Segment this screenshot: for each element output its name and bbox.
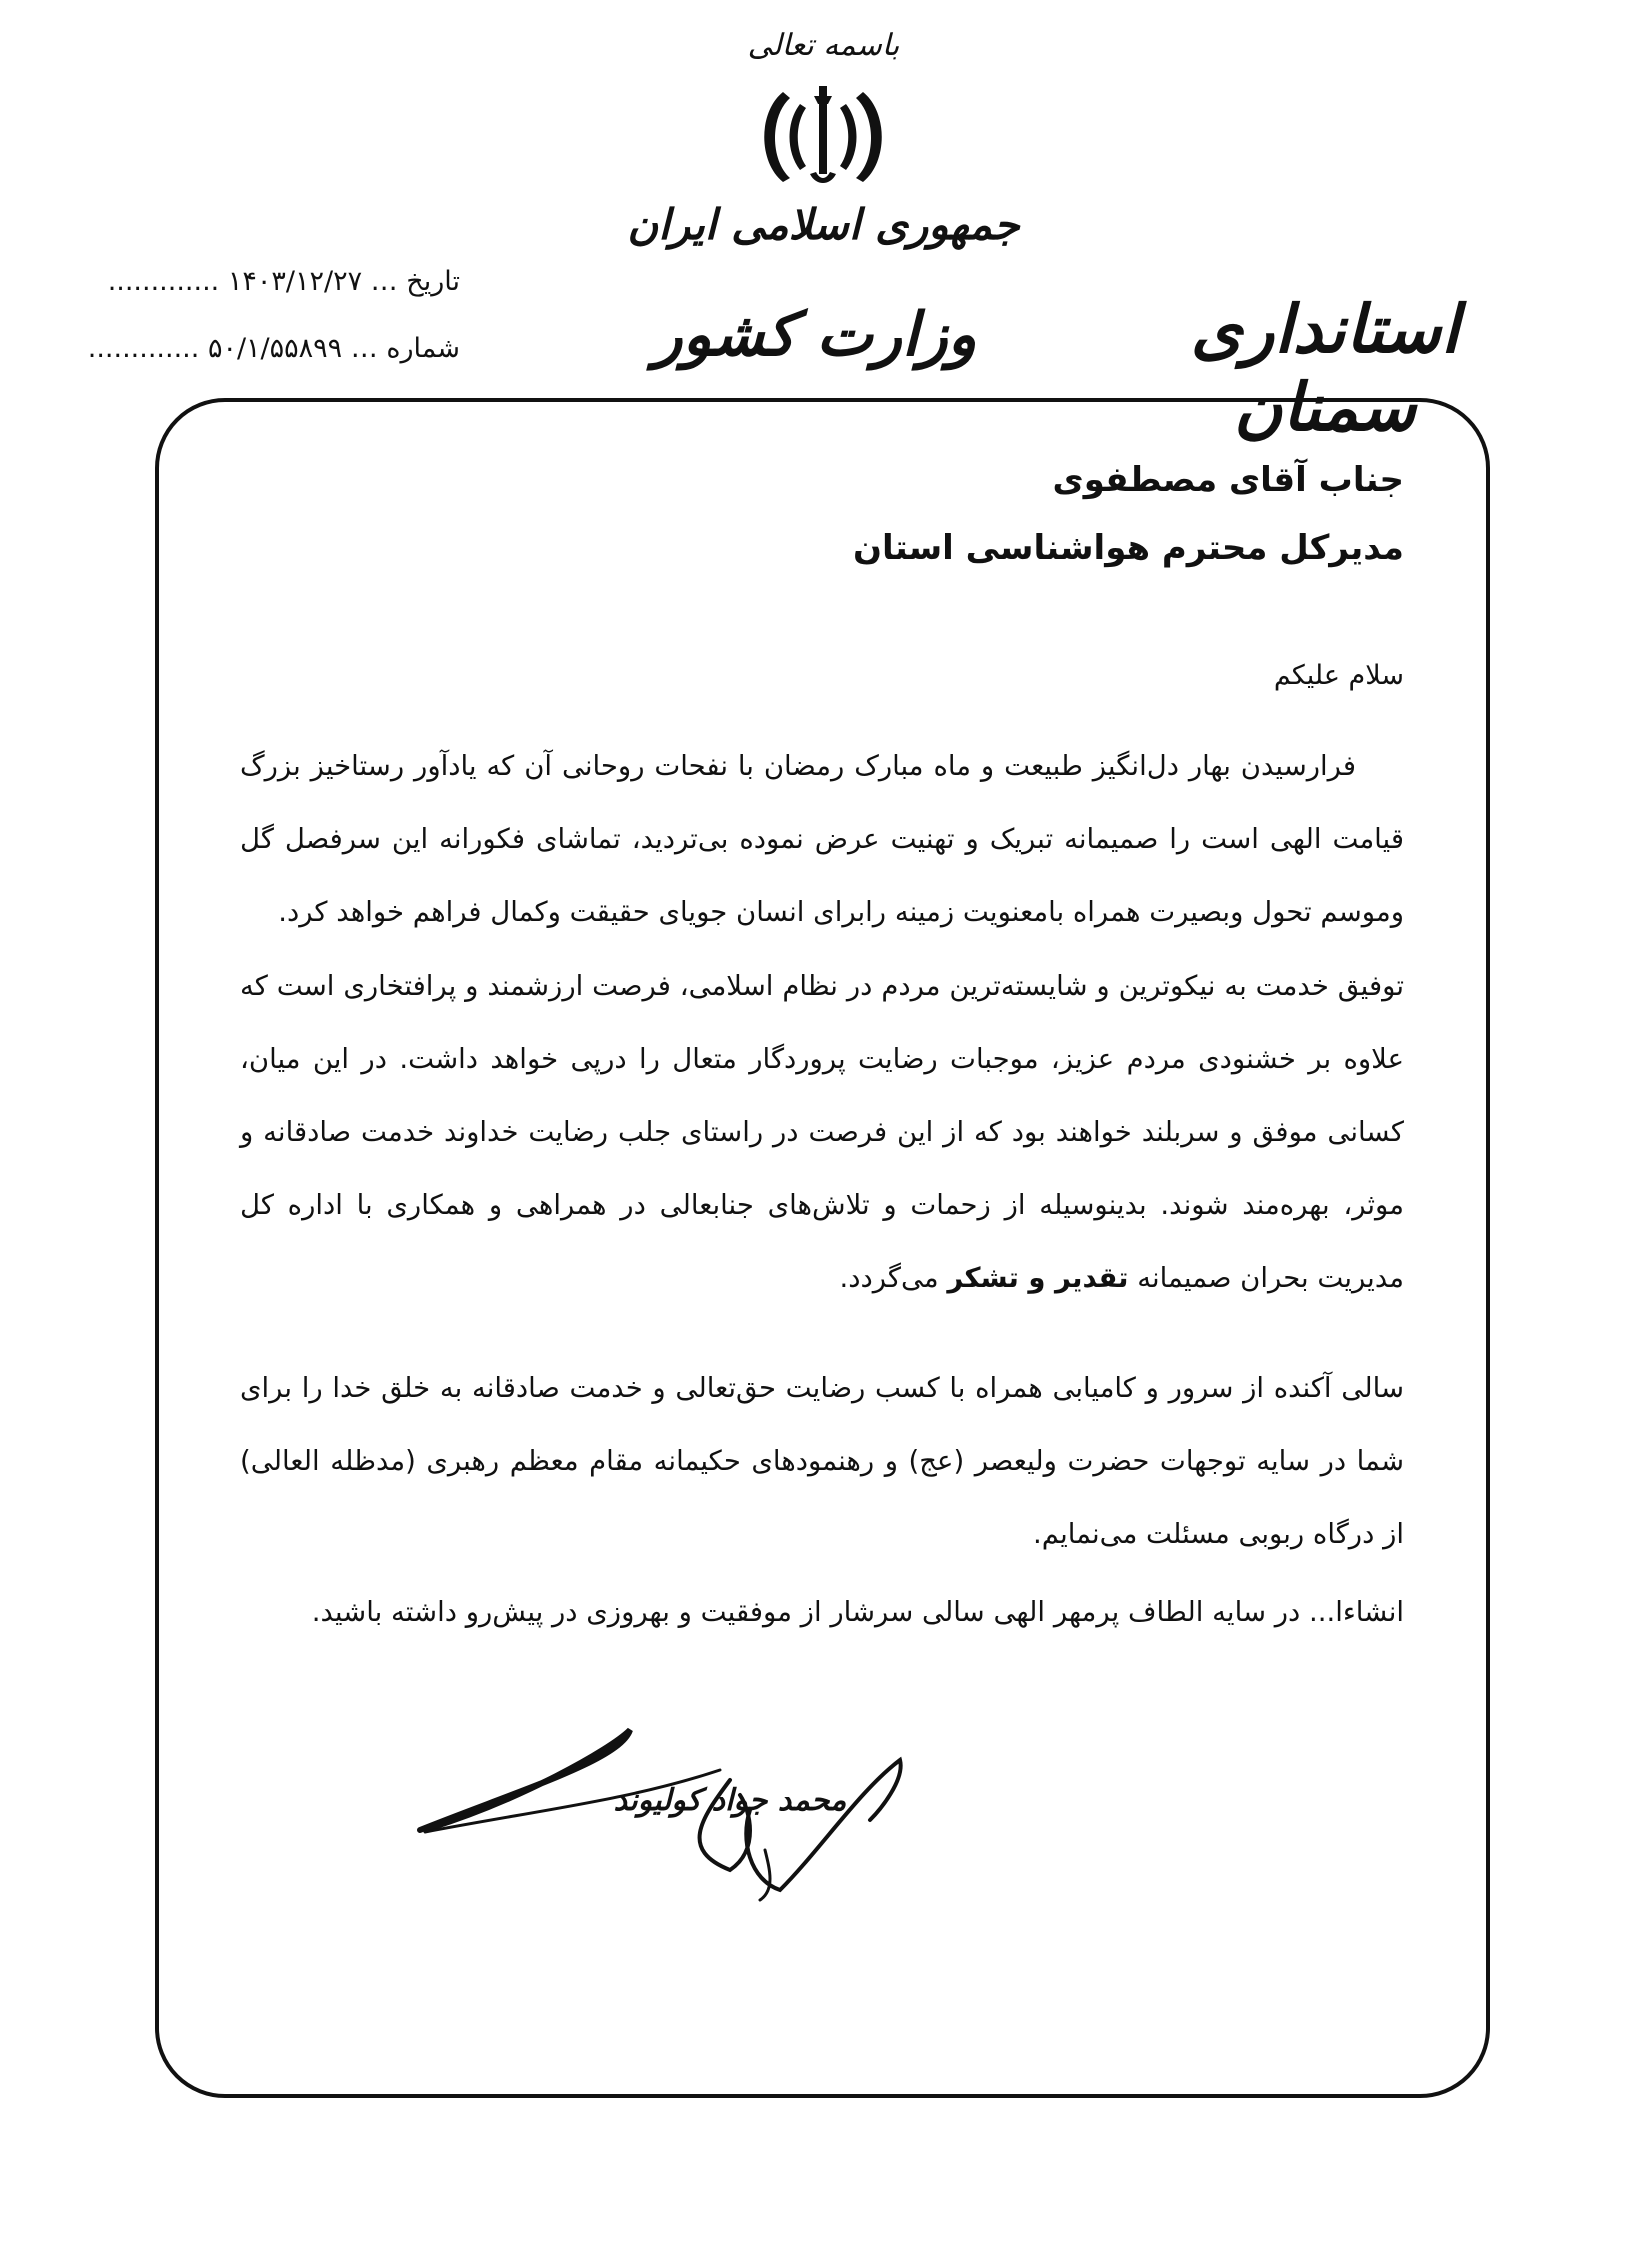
number-label: شماره xyxy=(386,333,460,364)
paragraph-1: فرارسیدن بهار دل‌انگیز طبیعت و ماه مبارک رمضان با نفحات روحانی آن که یادآور رستاخیز بزرگ قیامت الهی است را صمیمانه تبریک و تهنیت عرض نموده بی‌تردید، تماشای فکورانه این سرفصل گل وموسم تحول وبصیرت همراه بامعنویت زمینه رابرای انسان جویای حقیقت وکمال فراهم خواهد کرد. xyxy=(240,750,1404,928)
paragraph-2-bold: تقدیر و تشکر xyxy=(947,1262,1129,1294)
addressee-title: مدیرکل محترم هواشناسی استان xyxy=(853,528,1404,568)
number-value: ۵۰/۱/۵۵۸۹۹ xyxy=(207,333,343,364)
emblem-icon xyxy=(748,82,898,192)
date-row: تاریخ … ۱۴۰۳/۱۲/۲۷ ............. xyxy=(107,266,460,297)
addressee-name: جناب آقای مصطفوی xyxy=(1052,460,1404,500)
ministry-title: وزارت کشور xyxy=(653,300,977,370)
date-value: ۱۴۰۳/۱۲/۲۷ xyxy=(227,266,363,297)
bismillah-heading: باسمه تعالی xyxy=(747,28,900,63)
paragraph-2-end: می‌گردد. xyxy=(839,1262,939,1294)
paragraph-3: سالی آکنده از سرور و کامیابی همراه با کسب رضایت حق‌تعالی و خدمت صادقانه به خلق خدا را برای شما در سایه توجهات حضرت ولیعصر (عج) و رهنمودهای حکیمانه مقام معظم رهبری (مدظله العالی) از درگاه ربوبی مسئلت می‌نمایم. xyxy=(240,1372,1404,1550)
republic-title: جمهوری اسلامی ایران xyxy=(627,200,1020,249)
province-title: استانداری سمنان xyxy=(1190,290,1460,446)
paragraph-4: انشاءا... در سایه الطاف پرمهر الهی سالی سرشار از موفقیت و بهروزی در پیش‌رو داشته باشید. xyxy=(311,1596,1404,1628)
date-label: تاریخ xyxy=(406,266,460,297)
signature-name: محمد جواد کولیوند xyxy=(613,1783,847,1818)
greeting: سلام علیکم xyxy=(1273,660,1404,691)
paragraph-2-text: توفیق خدمت به نیکوترین و شایسته‌ترین مردم در نظام اسلامی، فرصت ارزشمند و پرافتخاری است که علاوه بر خشنودی مردم عزیز، موجبات رضایت پروردگار متعال را درپی خواهد داشت. در این میان، کسانی موفق و سربلند خواهند بود که از این فرصت در راستای جلب رضایت خداوند خدمت صادقانه و موثر، بهره‌مند شوند. بدینوسیله از زحمات و تلاش‌های جنابعالی در همراهی و همکاری با اداره کل مدیریت بحران صمیمانه xyxy=(240,970,1404,1294)
paragraph-2 xyxy=(240,950,1404,1315)
number-row: شماره … ۵۰/۱/۵۵۸۹۹ ............. xyxy=(87,333,460,364)
signature-mark xyxy=(400,1700,920,1920)
